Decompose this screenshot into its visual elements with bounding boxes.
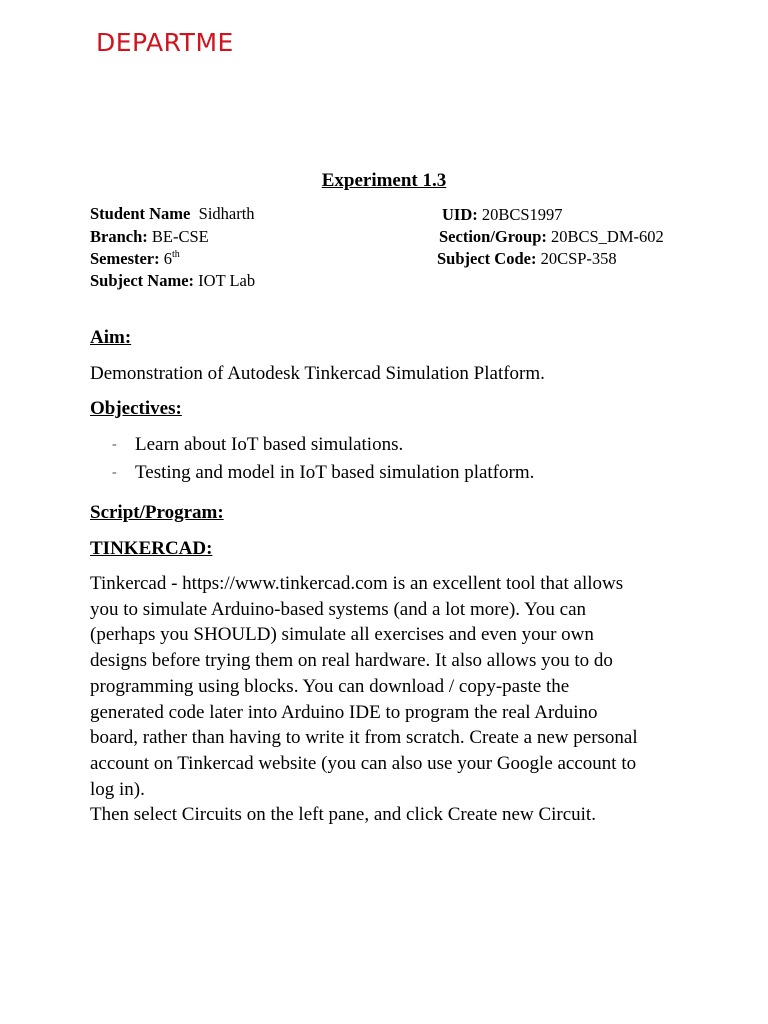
dash-bullet-icon: -: [112, 437, 117, 452]
semester-suffix: th: [172, 249, 180, 260]
department-header: DEPARTME: [96, 28, 234, 57]
subject-code-value: 20CSP-358: [540, 249, 617, 268]
paragraph-line: (perhaps you SHOULD) simulate all exercises and even your own: [90, 624, 594, 646]
branch-label: Branch:: [90, 227, 148, 246]
dash-bullet-icon: -: [112, 465, 117, 480]
objective-text: Learn about IoT based simulations.: [135, 434, 404, 455]
aim-text: Demonstration of Autodesk Tinkercad Simulation Platform.: [90, 363, 545, 384]
section-value: 20BCS_DM-602: [551, 227, 664, 246]
subject-name-label: Subject Name:: [90, 271, 195, 290]
objective-text: Testing and model in IoT based simulation platform.: [135, 462, 535, 483]
subject-name-value: IOT Lab: [198, 271, 256, 290]
paragraph-line: account on Tinkercad website (you can also use your Google account to: [90, 752, 637, 774]
tinkercad-heading: TINKERCAD:: [90, 538, 213, 559]
uid-value: 20BCS1997: [481, 205, 563, 224]
uid-label: UID:: [442, 205, 478, 224]
paragraph-line: you to simulate Arduino-based systems (and a lot more). You can: [90, 598, 587, 620]
student-name-value: Sidharth: [198, 204, 255, 223]
tinkercad-paragraph: [90, 571, 690, 828]
paragraph-line: log in).: [90, 778, 145, 800]
script-heading: Script/Program:: [90, 502, 224, 523]
objectives-heading: Objectives:: [90, 398, 182, 419]
aim-heading: Aim:: [90, 327, 132, 348]
paragraph-line: designs before trying them on real hardware. It also allows you to do: [90, 650, 613, 672]
experiment-title: Experiment 1.3: [321, 170, 447, 191]
student-name-row: [90, 204, 255, 224]
branch-row: [90, 227, 209, 247]
paragraph-line: Tinkercad - https://www.tinkercad.com is an excellent tool that allows: [90, 573, 624, 594]
subject-code-row: [437, 249, 617, 269]
student-name-label: Student Name: [90, 204, 191, 223]
semester-value: 6: [163, 249, 173, 268]
paragraph-line: programming using blocks. You can download / copy-paste the: [90, 675, 570, 697]
subject-code-label: Subject Code:: [437, 249, 537, 268]
semester-row: [90, 249, 180, 269]
paragraph-line: board, rather than having to write it from scratch. Create a new personal: [90, 727, 638, 749]
branch-value: BE-CSE: [151, 227, 209, 246]
paragraph-line: Then select Circuits on the left pane, and click Create new Circuit.: [90, 804, 596, 826]
uid-row: [442, 205, 563, 225]
section-row: [439, 227, 664, 247]
semester-label: Semester:: [90, 249, 160, 268]
subject-name-row: [90, 271, 255, 291]
paragraph-line: generated code later into Arduino IDE to program the real Arduino: [90, 701, 598, 723]
section-label: Section/Group:: [439, 227, 547, 246]
